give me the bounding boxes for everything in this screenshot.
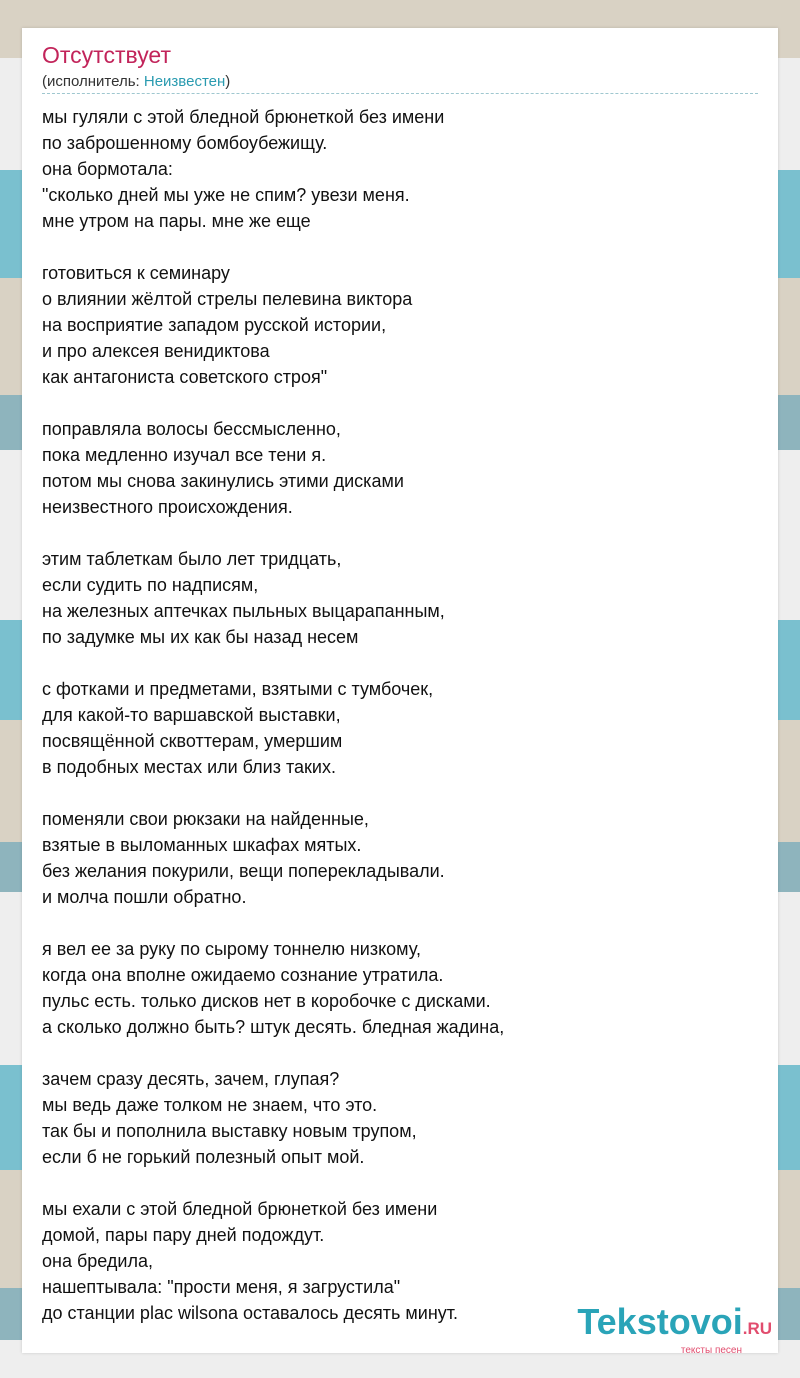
- lyric-line: в подобных местах или близ таких.: [42, 757, 336, 777]
- lyric-line: без желания покурили, вещи поперекладывали.: [42, 861, 445, 881]
- lyric-line: поправляла волосы бессмысленно,: [42, 419, 341, 439]
- logo-tagline: тексты песен: [680, 1345, 742, 1356]
- lyric-line: мне утром на пары. мне же еще: [42, 211, 311, 231]
- lyric-line: зачем сразу десять, зачем, глупая?: [42, 1069, 340, 1089]
- lyric-line: мы гуляли с этой бледной брюнеткой без имени: [42, 107, 445, 127]
- lyric-line: для какой-то варшавской выставки,: [42, 705, 341, 725]
- lyric-line: о влиянии жёлтой стрелы пелевина виктора: [42, 289, 413, 309]
- lyric-line: неизвестного происхождения.: [42, 497, 293, 517]
- lyric-line: домой, пары пару дней подождут.: [42, 1225, 325, 1245]
- lyric-line: пульс есть. только дисков нет в коробочке с дисками.: [42, 991, 491, 1011]
- header-divider: [42, 93, 758, 94]
- lyric-line: готовиться к семинару: [42, 263, 230, 283]
- lyric-line: на железных аптечках пыльных выцарапанным,: [42, 601, 445, 621]
- lyric-line: мы ведь даже толком не знаем, что это.: [42, 1095, 378, 1115]
- stanza: [42, 936, 758, 1040]
- lyric-line: и про алексея венидиктова: [42, 341, 270, 361]
- lyric-line: если б не горький полезный опыт мой.: [42, 1147, 365, 1167]
- lyric-line: она бормотала:: [42, 159, 173, 179]
- lyric-line: поменяли свои рюкзаки на найденные,: [42, 809, 369, 829]
- logo-wordmark: Tekstovoi.RU: [577, 1301, 772, 1342]
- site-logo[interactable]: [577, 1301, 772, 1356]
- lyric-line: с фотками и предметами, взятыми с тумбочек,: [42, 679, 434, 699]
- lyric-line: этим таблеткам было лет тридцать,: [42, 549, 342, 569]
- stanza: [42, 260, 758, 390]
- artist-line: [42, 73, 230, 90]
- lyric-line: нашептывала: "прости меня, я загрустила": [42, 1277, 401, 1297]
- stanza: [42, 104, 758, 234]
- lyrics-text: [42, 104, 758, 1352]
- lyric-line: пока медленно изучал все тени я.: [42, 445, 327, 465]
- lyrics-card: [22, 28, 778, 1353]
- stanza: [42, 546, 758, 650]
- lyric-line: посвящённой сквоттерам, умершим: [42, 731, 343, 751]
- artist-suffix: ): [225, 73, 231, 90]
- lyric-line: если судить по надписям,: [42, 575, 259, 595]
- stanza: [42, 676, 758, 780]
- lyric-line: так бы и пополнила выставку новым трупом,: [42, 1121, 417, 1141]
- lyric-line: взятые в выломанных шкафах мятых.: [42, 835, 362, 855]
- artist-link[interactable]: Неизвестен: [143, 73, 226, 90]
- stanza: [42, 416, 758, 520]
- lyric-line: как антагониста советского строя": [42, 367, 328, 387]
- stanza: [42, 806, 758, 910]
- lyric-line: я вел ее за руку по сырому тоннелю низкому,: [42, 939, 421, 959]
- lyric-line: она бредила,: [42, 1251, 153, 1271]
- lyric-line: по задумке мы их как бы назад несем: [42, 627, 359, 647]
- lyric-line: "сколько дней мы уже не спим? увези меня.: [42, 185, 410, 205]
- song-title: Отсутствует: [42, 42, 171, 68]
- stanza: [42, 1066, 758, 1170]
- lyric-line: потом мы снова закинулись этими дисками: [42, 471, 404, 491]
- lyric-line: и молча пошли обратно.: [42, 887, 247, 907]
- lyric-line: мы ехали с этой бледной брюнеткой без имени: [42, 1199, 438, 1219]
- logo-domain: .RU: [742, 1319, 772, 1338]
- lyric-line: до станции plac wilsona оставалось десять минут.: [42, 1303, 459, 1323]
- lyric-line: по заброшенному бомбоубежищу.: [42, 133, 328, 153]
- artist-prefix: (исполнитель:: [42, 73, 144, 90]
- lyric-line: когда она вполне ожидаемо сознание утратила.: [42, 965, 444, 985]
- lyric-line: на восприятие западом русской истории,: [42, 315, 387, 335]
- lyric-line: а сколько должно быть? штук десять. бледная жадина,: [42, 1017, 505, 1037]
